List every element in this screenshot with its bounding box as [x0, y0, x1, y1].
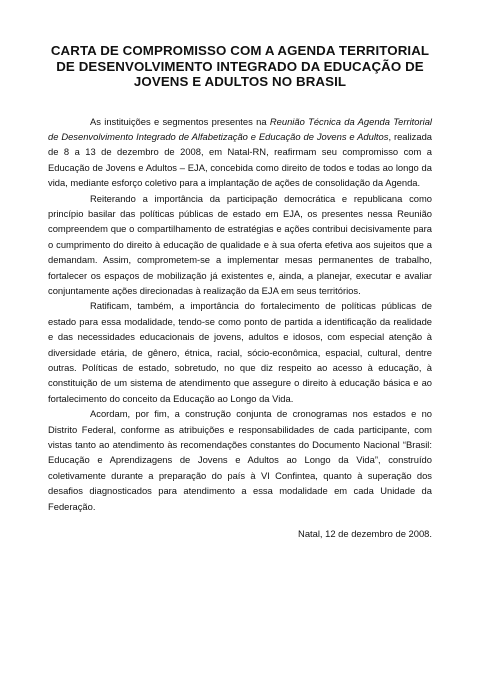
document-body: [48, 114, 432, 515]
paragraph-1: [48, 114, 432, 191]
date-signoff: Natal, 12 de dezembro de 2008.: [298, 528, 432, 540]
paragraph-4: Acordam, por fim, a construção conjunta de cronogramas nos estados e no Distrito Federal, conforme as atribuições e responsabilidades de cada participante, com vistas tanto ao atendimento às recomendações constantes do Documento Nacional “Brasil: Educação e Aprendizagens de Jovens e Adultos ao Longo da Vida”, construído coletivamente durante a preparação do país à VI Confintea, quanto à superação dos desafios diagnosticados para atendimento a essa modalidade em cada Unidade da Federação.: [48, 408, 432, 512]
title-line-1: CARTA DE COMPROMISSO COM A AGENDA TERRITORIAL: [50, 43, 430, 58]
document-title: [48, 43, 432, 90]
paragraph-1-text-start: As instituições e segmentos presentes na: [90, 115, 270, 127]
paragraph-3: Ratificam, também, a importância do fortalecimento de políticas públicas de estado para essa modalidade, tendo-se como ponto de partida a identificação da realidade e das necessidades educacionais de jovens, adultos e idosos, com especial atenção à diversidade etária, de gênero, étnica, racial, sócio-econômica, espacial, cultural, dentre outras. Políticas de estado, sobretudo, no que diz respeito ao acesso à educação, à constituição de um sistema de atendimento que assegure o direito à educação básica e ao fortalecimento do conceito da Educação ao Longo da Vida.: [48, 300, 432, 404]
paragraph-2: Reiterando a importância da participação democrática e republicana como princípio basilar das políticas públicas de estado em EJA, os presentes nessa Reunião compreendem que o compartilhamento de estratégias e ações contribui decisivamente para o cumprimento do direito à educação de qualidade e à sua oferta efetiva aos sujeitos que a demandam. Assim, comprometem-se a implementar mesas permanentes de trabalho, fortalecer os espaços de mobilização já existentes e, ainda, a planejar, executar e avaliar conjuntamente ações direcionadas à realização da EJA em seus territórios.: [48, 192, 432, 296]
paragraph-1-text-end: , realizada de 8 a 13 de dezembro de 2008, em Natal-RN, reafirmam seu compromisso com a Educação de Jovens e Adultos – EJA, concebida como direito de todos e todas ao longo da vida, mediante esforço coletivo para a implantação de ações de consolidação da Agenda.: [48, 130, 432, 189]
title-line-3: JOVENS E ADULTOS NO BRASIL: [133, 74, 347, 89]
paragraph-1-meeting-name: Reunião Técnica da Agenda Territorial de Desenvolvimento Integrado de Alfabetização e Educação de Jovens e Adultos: [48, 115, 433, 142]
title-line-2: DE DESENVOLVIMENTO INTEGRADO DA EDUCAÇÃO DE: [56, 58, 424, 74]
